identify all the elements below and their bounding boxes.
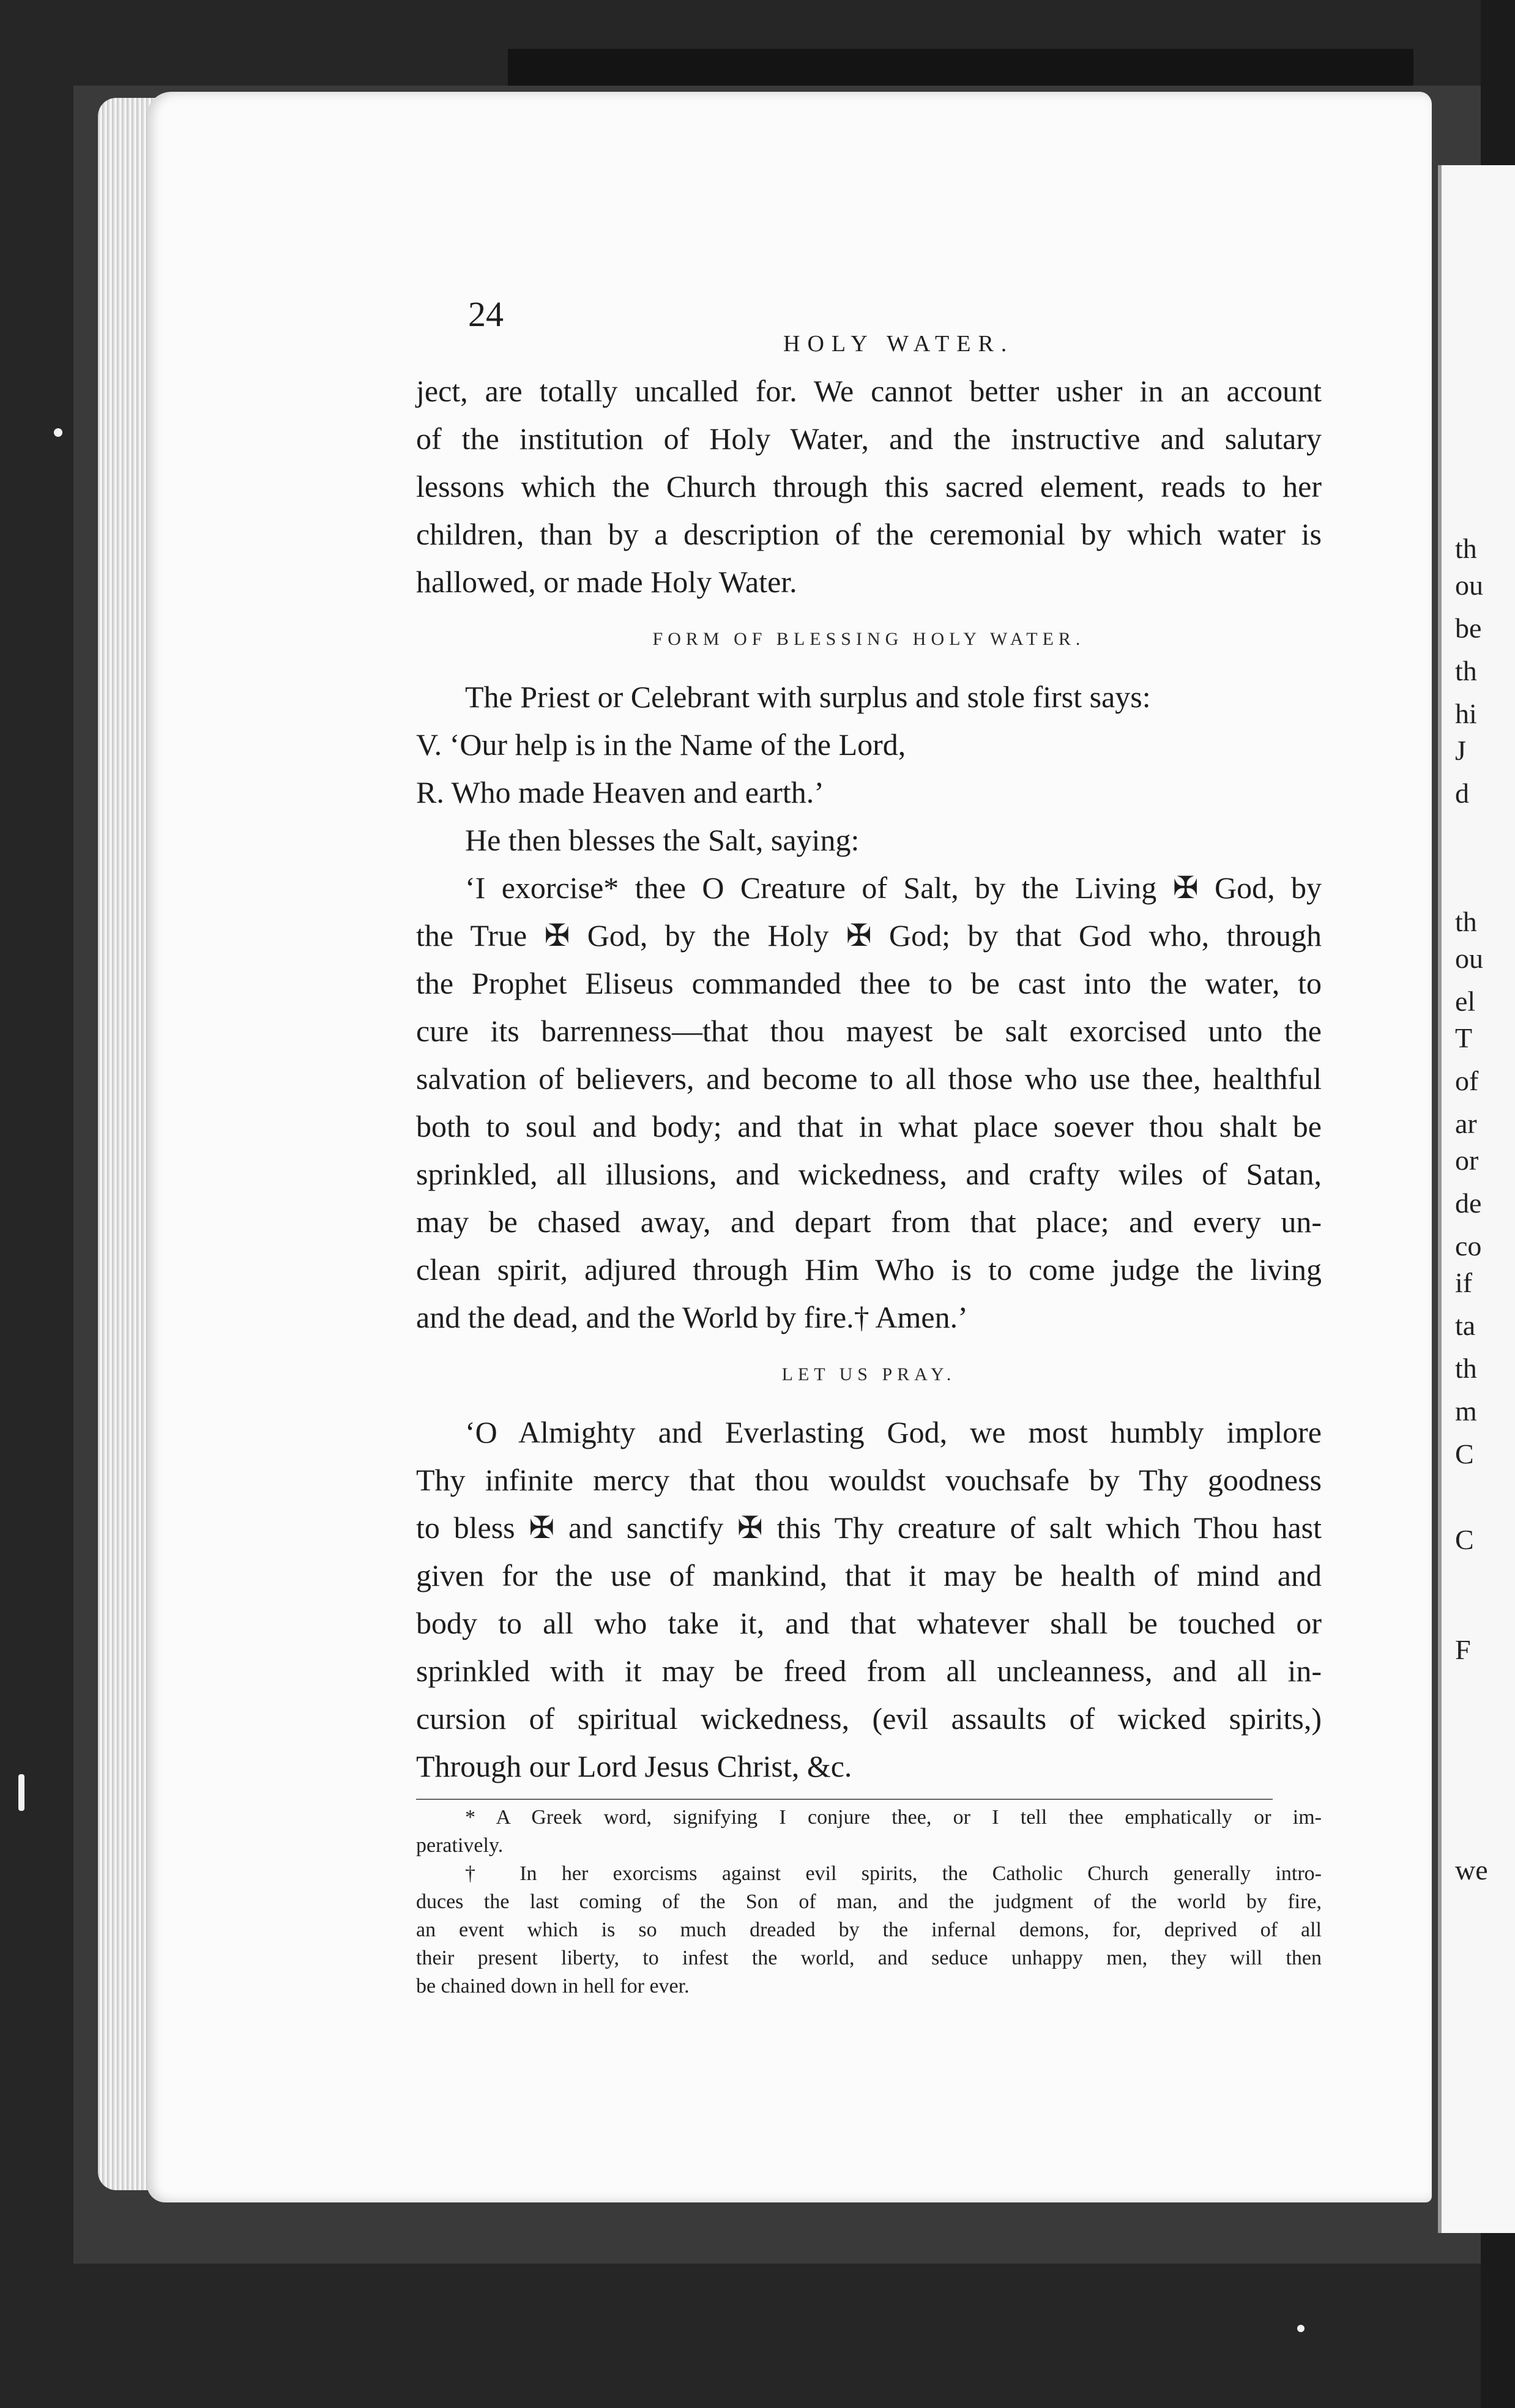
scan-speck — [18, 1774, 24, 1811]
facing-page-fragment: T — [1455, 1022, 1473, 1054]
intro-paragraph — [416, 367, 1322, 606]
facing-page-fragment: el — [1455, 986, 1476, 1017]
page-text — [416, 367, 1322, 2001]
text-line: sprinkled, all illusions, and wickedness, and crafty wiles of Satan, — [416, 1157, 1322, 1191]
text-line: may be chased away, and depart from that place; and every un- — [416, 1205, 1322, 1239]
text-line: to bless ✠ and sanctify ✠ this Thy creature of salt which Thou hast — [416, 1511, 1322, 1545]
facing-page-fragment: C — [1455, 1438, 1474, 1470]
text-line: Through our Lord Jesus Christ, &c. — [416, 1749, 852, 1783]
facing-page — [1438, 165, 1515, 2233]
facing-page-fragment: de — [1455, 1187, 1482, 1219]
text-line: salvation of believers, and become to all those who use thee, healthful — [416, 1061, 1322, 1096]
text-line: R. Who made Heaven and earth.’ — [416, 775, 824, 809]
facing-page-fragment: th — [1455, 1353, 1477, 1384]
facing-page-fragment: of — [1455, 1065, 1479, 1096]
facing-page-fragment: C — [1455, 1524, 1474, 1555]
text-line: ject, are totally uncalled for. We cannot better usher in an account — [416, 374, 1322, 408]
facing-page-fragment: be — [1455, 612, 1482, 644]
text-line: and the dead, and the World by fire.† Amen.’ — [416, 1300, 968, 1334]
facing-page-fragment: J — [1455, 735, 1466, 766]
footnote-line: peratively. — [416, 1834, 504, 1857]
footnote-line: * A Greek word, signifying I conjure thee, or I tell thee emphatically or im- — [465, 1806, 1322, 1829]
running-head: HOLY WATER. — [783, 331, 1014, 357]
facing-page-fragment: hi — [1455, 698, 1477, 729]
footnote-line: † In her exorcisms against evil spirits, the Catholic Church generally intro- — [465, 1862, 1322, 1885]
facing-page-fragment: th — [1455, 655, 1477, 686]
text-line: clean spirit, adjured through Him Who is to come judge the living — [416, 1252, 1322, 1287]
facing-page-fragment: if — [1455, 1267, 1473, 1298]
footnotes — [416, 1804, 1322, 2001]
facing-page-fragment: we — [1455, 1854, 1488, 1886]
facing-page-fragment: m — [1455, 1395, 1477, 1427]
footnote-line: their present liberty, to infest the world, and seduce unhappy men, they will then — [416, 1947, 1322, 1969]
text-line: of the institution of Holy Water, and the instructive and salutary — [416, 422, 1322, 456]
text-line: sprinkled with it may be freed from all uncleanness, and all in- — [416, 1654, 1322, 1688]
footnote-rule — [416, 1799, 1273, 1800]
text-line: hallowed, or made Holy Water. — [416, 565, 797, 599]
text-line: lessons which the Church through this sacred element, reads to her — [416, 469, 1322, 504]
scan-speck — [1297, 2325, 1305, 2332]
text-line: cure its barrenness—that thou mayest be salt exorcised unto the — [416, 1014, 1322, 1048]
blessing-text — [416, 673, 1322, 1341]
text-line: body to all who take it, and that whatever shall be touched or — [416, 1606, 1322, 1640]
text-line: children, than by a description of the ceremonial by which water is — [416, 517, 1322, 551]
text-line: ‘I exorcise* thee O Creature of Salt, by the Living ✠ God, by — [465, 871, 1322, 905]
prayer-text — [416, 1408, 1322, 1790]
scan-speck — [54, 428, 62, 437]
facing-page-fragment: or — [1455, 1145, 1479, 1176]
text-line: given for the use of mankind, that it may be health of mind and — [416, 1558, 1322, 1592]
facing-page-fragment: th — [1455, 533, 1477, 564]
text-line: ‘O Almighty and Everlasting God, we most humbly implore — [465, 1415, 1322, 1449]
footnote-line: be chained down in hell for ever. — [416, 1975, 690, 1997]
footnote-line: an event which is so much dreaded by the infernal demons, for, deprived of all — [416, 1919, 1322, 1941]
facing-page-fragment: F — [1455, 1634, 1471, 1665]
section-heading-prayer: LET US PRAY. — [781, 1364, 956, 1384]
section-heading-blessing: FORM OF BLESSING HOLY WATER. — [652, 629, 1085, 649]
text-line: cursion of spiritual wickedness, (evil assaults of wicked spirits,) — [416, 1701, 1322, 1736]
text-line: V. ‘Our help is in the Name of the Lord, — [416, 727, 906, 762]
text-line: Thy infinite mercy that thou wouldst vouchsafe by Thy goodness — [416, 1463, 1322, 1497]
text-line: the True ✠ God, by the Holy ✠ God; by that God who, through — [416, 918, 1322, 953]
text-line: both to soul and body; and that in what place soever thou shalt be — [416, 1109, 1322, 1143]
page-number: 24 — [468, 294, 504, 334]
facing-page-fragment: ou — [1455, 570, 1483, 601]
text-line: The Priest or Celebrant with surplus and stole first says: — [465, 680, 1151, 714]
facing-page-fragment: th — [1455, 906, 1477, 937]
facing-page-fragment: d — [1455, 778, 1469, 809]
text-line: the Prophet Eliseus commanded thee to be cast into the water, to — [416, 966, 1322, 1000]
facing-page-fragment: ar — [1455, 1108, 1477, 1139]
text-line: He then blesses the Salt, saying: — [465, 823, 860, 857]
facing-page-fragment: co — [1455, 1230, 1482, 1262]
facing-page-fragment: ta — [1455, 1310, 1476, 1341]
facing-page-fragment: ou — [1455, 943, 1483, 974]
footnote-line: duces the last coming of the Son of man, and the judgment of the world by fire, — [416, 1890, 1322, 1913]
